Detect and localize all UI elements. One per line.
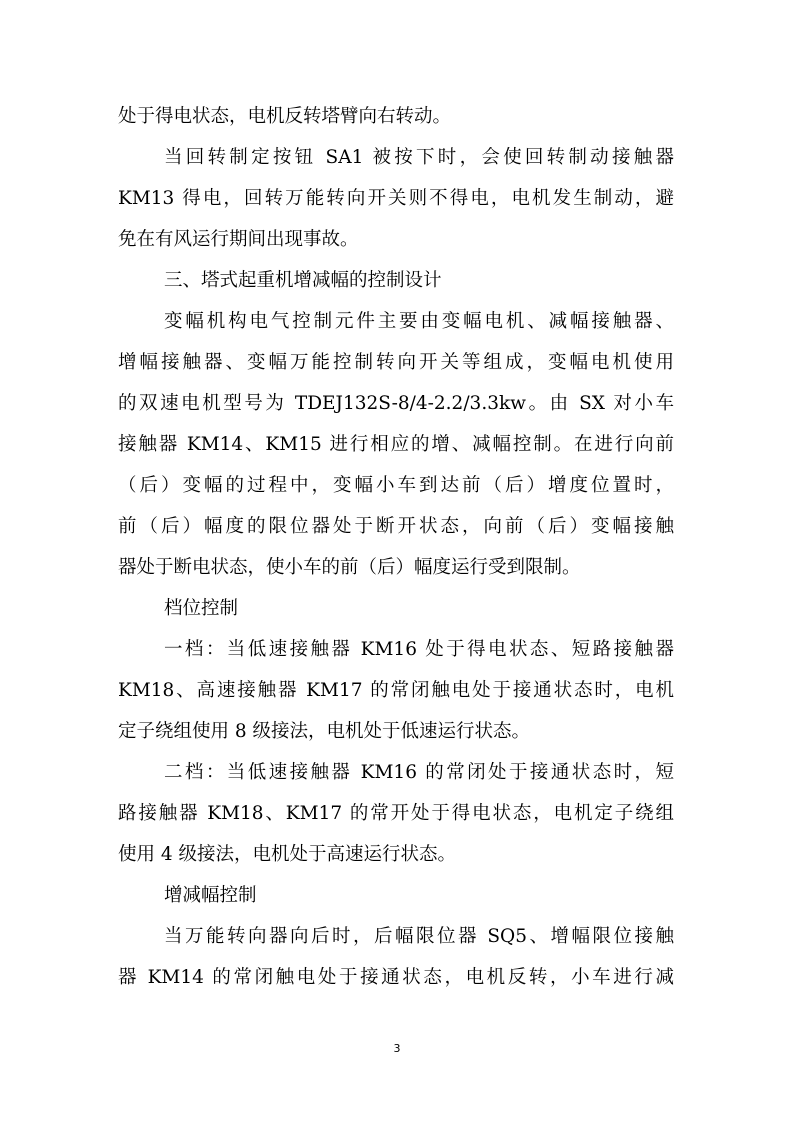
text-line: KM18、高速接触器 KM17 的常闭触电处于接通状态时，电机 — [118, 680, 674, 701]
text-line: 变幅机构电气控制元件主要由变幅电机、减幅接触器、 — [164, 311, 674, 332]
text-line: 处于得电状态，电机反转塔臂向右转动。 — [118, 106, 452, 127]
text-line: 前（后）幅度的限位器处于断开状态，向前（后）变幅接触 — [118, 516, 674, 537]
text-line: 二档：当低速接触器 KM16 的常闭处于接通状态时，短 — [164, 762, 674, 783]
text-line: 器 KM14 的常闭触电处于接通状态，电机反转，小车进行减 — [118, 967, 674, 988]
text-line: 增减幅控制 — [164, 885, 257, 906]
text-line: （后）变幅的过程中，变幅小车到达前（后）增度位置时， — [118, 475, 674, 496]
text-line: 免在有风运行期间出现事故。 — [118, 229, 359, 250]
text-line: 档位控制 — [164, 598, 239, 619]
text-line: 接触器 KM14、KM15 进行相应的增、减幅控制。在进行向前 — [118, 434, 674, 455]
text-line: 路接触器 KM18、KM17 的常开处于得电状态，电机定子绕组 — [118, 803, 674, 824]
text-line: 三、塔式起重机增减幅的控制设计 — [164, 270, 442, 291]
text-line: 定子绕组使用 8 级接法，电机处于低速运行状态。 — [118, 721, 531, 742]
body-text — [118, 96, 674, 998]
text-line: 器处于断电状态，使小车的前（后）幅度运行受到限制。 — [118, 557, 581, 578]
text-line: 当万能转向器向后时，后幅限位器 SQ5、增幅限位接触 — [164, 926, 674, 947]
text-line: 增幅接触器、变幅万能控制转向开关等组成，变幅电机使用 — [118, 352, 674, 373]
text-line: 一档：当低速接触器 KM16 处于得电状态、短路接触器 — [164, 639, 674, 660]
text-line: KM13 得电，回转万能转向开关则不得电，电机发生制动，避 — [118, 188, 674, 209]
text-line: 使用 4 级接法，电机处于高速运行状态。 — [118, 844, 457, 865]
text-line: 当回转制定按钮 SA1 被按下时，会使回转制动接触器 — [164, 147, 674, 168]
page-number: 3 — [393, 1042, 401, 1055]
text-line: 的双速电机型号为 TDEJ132S-8/4-2.2/3.3kw。由 SX 对小车 — [118, 393, 674, 414]
